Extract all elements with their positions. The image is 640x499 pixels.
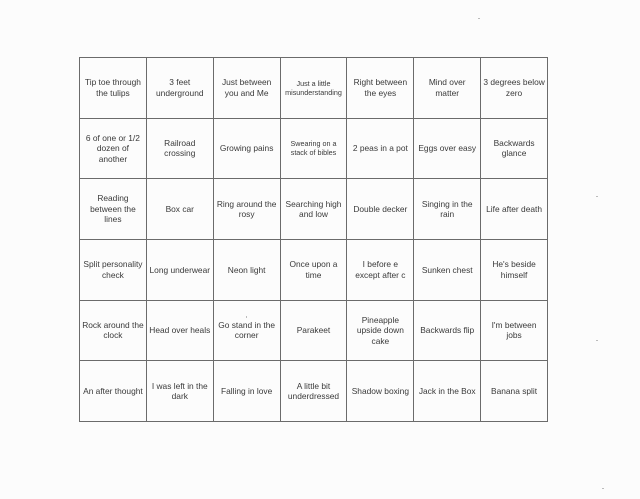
grid-cell: I'm between jobs xyxy=(481,301,548,362)
phrase-grid xyxy=(79,57,548,422)
grid-cell: 3 feet underground xyxy=(147,58,214,119)
grid-cell: Once upon a time xyxy=(281,240,348,301)
scan-speck xyxy=(478,18,480,19)
grid-cell: Go stand in the corner xyxy=(214,301,281,362)
grid-cell: Backwards flip xyxy=(414,301,481,362)
grid-cell: Rock around the clock xyxy=(80,301,147,362)
grid-cell: Singing in the rain xyxy=(414,179,481,240)
grid-cell: Banana split xyxy=(481,361,548,422)
grid-cell: I was left in the dark xyxy=(147,361,214,422)
grid-cell: Sunken chest xyxy=(414,240,481,301)
grid-cell: Backwards glance xyxy=(481,119,548,180)
grid-cell: A little bit underdressed xyxy=(281,361,348,422)
grid-cell: Right between the eyes xyxy=(347,58,414,119)
scan-speck xyxy=(246,316,247,318)
grid-cell: Railroad crossing xyxy=(147,119,214,180)
grid-cell: Tip toe through the tulips xyxy=(80,58,147,119)
grid-cell: Falling in love xyxy=(214,361,281,422)
grid-cell: Head over heals xyxy=(147,301,214,362)
grid-cell: An after thought xyxy=(80,361,147,422)
grid-cell: Neon light xyxy=(214,240,281,301)
grid-cell: Just between you and Me xyxy=(214,58,281,119)
grid-cell: Pineapple upside down cake xyxy=(347,301,414,362)
grid-cell: Shadow boxing xyxy=(347,361,414,422)
scan-speck xyxy=(596,196,598,197)
grid-cell: Eggs over easy xyxy=(414,119,481,180)
grid-cell: Searching high and low xyxy=(281,179,348,240)
grid-cell: 6 of one or 1/2 dozen of another xyxy=(80,119,147,180)
grid-cell: Parakeet xyxy=(281,301,348,362)
grid-cell: Mind over matter xyxy=(414,58,481,119)
grid-cell: I before e except after c xyxy=(347,240,414,301)
scan-speck xyxy=(596,340,598,341)
grid-cell: Growing pains xyxy=(214,119,281,180)
grid-cell: Jack in the Box xyxy=(414,361,481,422)
scan-speck xyxy=(602,488,604,489)
grid-cell: Long underwear xyxy=(147,240,214,301)
grid-cell: Just a little misunderstanding xyxy=(281,58,348,119)
grid-cell: Split personality check xyxy=(80,240,147,301)
grid-cell: He's beside himself xyxy=(481,240,548,301)
grid-cell: Reading between the lines xyxy=(80,179,147,240)
grid-cell: 2 peas in a pot xyxy=(347,119,414,180)
grid-cell: Double decker xyxy=(347,179,414,240)
grid-cell: Swearing on a stack of bibles xyxy=(281,119,348,180)
grid-cell: Box car xyxy=(147,179,214,240)
grid-cell: Ring around the rosy xyxy=(214,179,281,240)
grid-cell: Life after death xyxy=(481,179,548,240)
grid-cell: 3 degrees below zero xyxy=(481,58,548,119)
